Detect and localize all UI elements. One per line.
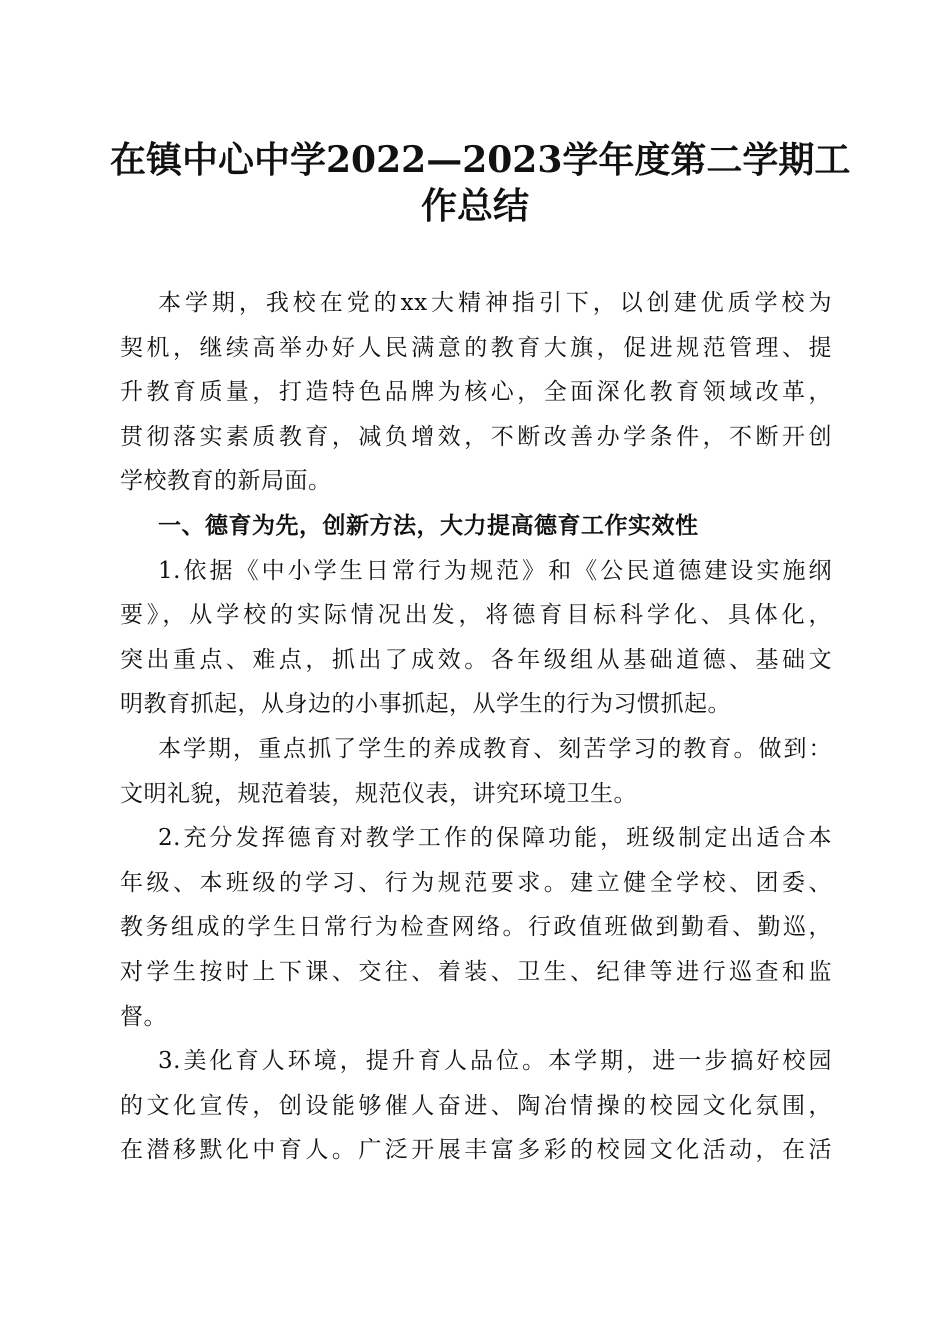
paragraph-intro-line-1: 本学期，我校在党的xx大精神指引下，以创建优质学校为	[158, 290, 832, 316]
document-title-line-2: 作总结	[420, 185, 529, 227]
paragraph-item2-line-5: 督。	[120, 1003, 167, 1030]
document-title-line-1: 在镇中心中学2022—2023学年度第二学期工	[110, 139, 851, 181]
paragraph-item1-line-1: 1.依据《中小学生日常行为规范》和《公民道德建设实施纲	[158, 557, 832, 584]
paragraph-item3-line-1: 3.美化育人环境，提升育人品位。本学期，进一步搞好校园	[158, 1048, 832, 1075]
paragraph-intro-line-3: 升教育质量，打造特色品牌为核心，全面深化教育领域改革，	[120, 379, 832, 406]
paragraph-habits-line-2: 文明礼貌，规范着装，规范仪表，讲究环境卫生。	[120, 780, 637, 807]
paragraph-intro-line-4: 贯彻落实素质教育，减负增效，不断改善办学条件，不断开创	[120, 423, 832, 450]
paragraph-item2-line-1: 2.充分发挥德育对教学工作的保障功能，班级制定出适合本	[158, 825, 832, 852]
paragraph-item1-line-2: 要》，从学校的实际情况出发，将德育目标科学化、具体化，	[120, 602, 832, 629]
paragraph-item2-line-2: 年级、本班级的学习、行为规范要求。建立健全学校、团委、	[120, 869, 832, 896]
paragraph-intro-line-2: 契机，继续高举办好人民满意的教育大旗，促进规范管理、提	[120, 334, 832, 361]
paragraph-item1-line-4: 明教育抓起，从身边的小事抓起，从学生的行为习惯抓起。	[120, 691, 731, 718]
section-heading-1: 一、德育为先，创新方法，大力提高德育工作实效性	[158, 512, 699, 539]
paragraph-item1-line-3: 突出重点、难点，抓出了成效。各年级组从基础道德、基础文	[120, 646, 832, 673]
paragraph-item3-line-2: 的文化宣传，创设能够催人奋进、陶冶情操的校园文化氛围，	[120, 1092, 832, 1119]
paragraph-intro-line-5: 学校教育的新局面。	[120, 468, 332, 495]
paragraph-item3-line-3: 在潜移默化中育人。广泛开展丰富多彩的校园文化活动，在活	[120, 1137, 832, 1164]
paragraph-habits-line-1: 本学期，重点抓了学生的养成教育、刻苦学习的教育。做到：	[158, 735, 832, 762]
document-body	[120, 281, 832, 1173]
paragraph-item2-line-3: 教务组成的学生日常行为检查网络。行政值班做到勤看、勤巡，	[120, 914, 832, 941]
paragraph-item2-line-4: 对学生按时上下课、交往、着装、卫生、纪律等进行巡查和监	[120, 958, 832, 985]
